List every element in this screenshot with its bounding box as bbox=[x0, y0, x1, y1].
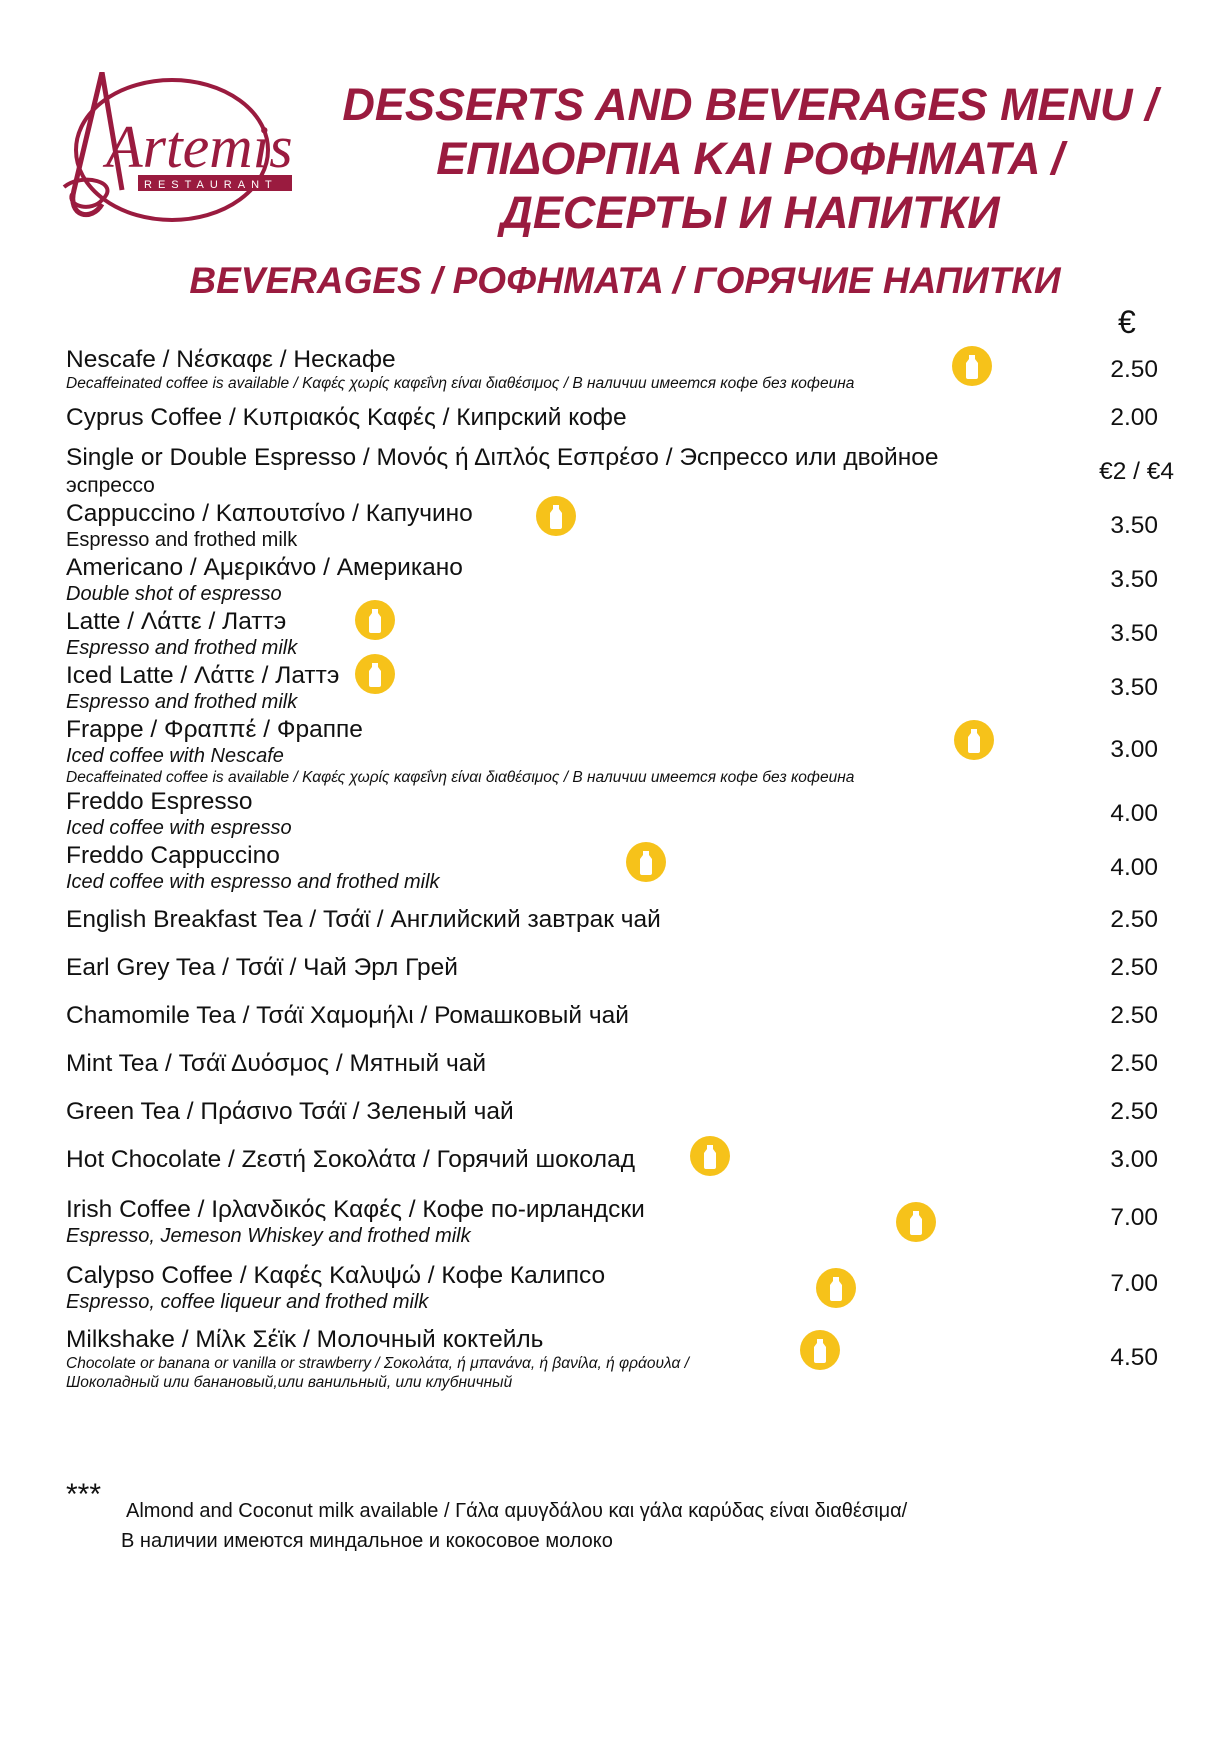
item-price: 2.00 bbox=[1110, 404, 1158, 431]
logo-emblem bbox=[62, 72, 292, 242]
item-price: 2.50 bbox=[1110, 954, 1158, 981]
milk-icon bbox=[690, 1136, 730, 1176]
menu-item-chamomile-tea bbox=[66, 1002, 629, 1030]
milk-icon bbox=[896, 1202, 936, 1242]
item-price: 2.50 bbox=[1110, 356, 1158, 383]
menu-item-cappuccino bbox=[66, 500, 473, 552]
menu-item-earl-grey-tea bbox=[66, 954, 458, 982]
item-price: 2.50 bbox=[1110, 1050, 1158, 1077]
item-description: Espresso and frothed milk bbox=[66, 529, 298, 551]
item-price: 3.00 bbox=[1110, 736, 1158, 763]
menu-item-green-tea bbox=[66, 1098, 514, 1126]
item-name: Milkshake / Μίλκ Σέϊκ / Молочный коктейль bbox=[66, 1326, 544, 1353]
item-price: 3.00 bbox=[1110, 1146, 1158, 1173]
item-description: Double shot of espresso bbox=[66, 583, 282, 605]
item-name: Single or Double Espresso / Μονός ή Διπλός Εσπρέσο / Эспрессо или двойное bbox=[66, 444, 939, 471]
item-name: Americano / Αμερικάνο / Американо bbox=[66, 554, 463, 581]
item-price: 2.50 bbox=[1110, 1098, 1158, 1125]
item-name: Freddo Espresso bbox=[66, 788, 253, 815]
item-name: Hot Chocolate / Ζεστή Σοκολάτα / Горячий шоколад bbox=[66, 1146, 636, 1173]
item-name: Irish Coffee / Ιρλανδικός Καφές / Кофе по-ирландски bbox=[66, 1196, 645, 1223]
item-name: Earl Grey Tea / Τσάϊ / Чай Эрл Грей bbox=[66, 954, 458, 981]
item-description: Espresso, Jemeson Whiskey and frothed milk bbox=[66, 1225, 471, 1247]
item-name: Latte / Λάττε / Латтэ bbox=[66, 608, 287, 635]
item-price: 7.00 bbox=[1110, 1204, 1158, 1231]
title-line-3: ДЕСЕРТЫ И НАПИТКИ bbox=[500, 187, 1000, 238]
milk-icon bbox=[952, 346, 992, 386]
item-note: Decaffeinated coffee is available / Καφές χωρίς καφεΐνη είναι διαθέσιμος / В наличии имеется кофе без кофеина bbox=[66, 375, 855, 392]
item-description: Espresso and frothed milk bbox=[66, 691, 298, 713]
item-name: Frappe / Φραππέ / Фраппе bbox=[66, 716, 363, 743]
item-description: Espresso, coffee liqueur and frothed milk bbox=[66, 1291, 429, 1313]
milk-icon bbox=[355, 654, 395, 694]
title-line-2: ΕΠΙΔΟΡΠΙΑ ΚΑΙ ΡΟΦΗΜΑΤΑ / bbox=[436, 133, 1064, 184]
item-note: Decaffeinated coffee is available / Καφές χωρίς καφεΐνη είναι διαθέσιμος / В наличии имеется кофе без кофеина bbox=[66, 769, 855, 786]
item-price: 3.50 bbox=[1110, 566, 1158, 593]
item-name-continued: эспрессо bbox=[66, 474, 155, 497]
menu-item-freddo-cappuccino bbox=[66, 842, 440, 894]
item-price: 2.50 bbox=[1110, 1002, 1158, 1029]
milk-icon bbox=[626, 842, 666, 882]
menu-item-irish-coffee bbox=[66, 1196, 645, 1248]
menu-item-hot-chocolate bbox=[66, 1146, 635, 1174]
menu-item-english-breakfast-tea bbox=[66, 906, 661, 934]
milk-icon bbox=[800, 1330, 840, 1370]
item-price: 2.50 bbox=[1110, 906, 1158, 933]
item-name: English Breakfast Tea / Τσάϊ / Английский завтрак чай bbox=[66, 906, 661, 933]
item-price: 4.50 bbox=[1110, 1344, 1158, 1371]
item-description: Iced coffee with Nescafe bbox=[66, 745, 284, 767]
item-description: Iced coffee with espresso and frothed milk bbox=[66, 871, 440, 893]
footer-line-1: Almond and Coconut milk available / Γάλα αμυγδάλου και γάλα καρύδας είναι διαθέσιμα/ bbox=[126, 1500, 908, 1522]
menu-item-espresso bbox=[66, 444, 939, 500]
milk-icon bbox=[816, 1268, 856, 1308]
logo-subtitle: RESTAURANT bbox=[144, 179, 278, 191]
item-name: Iced Latte / Λάττε / Латтэ bbox=[66, 662, 340, 689]
currency-symbol: € bbox=[1118, 304, 1136, 340]
menu-item-mint-tea bbox=[66, 1050, 486, 1078]
item-price: 7.00 bbox=[1110, 1270, 1158, 1297]
item-name: Calypso Coffee / Καφές Καλυψώ / Кофе Калипсо bbox=[66, 1262, 606, 1289]
item-name: Cappuccino / Καπουτσίνο / Капучино bbox=[66, 500, 473, 527]
section-heading: BEVERAGES / ΡΟΦΗΜΑΤΑ / ГОРЯЧИЕ НАПИТКИ bbox=[189, 260, 1061, 301]
item-price: 4.00 bbox=[1110, 854, 1158, 881]
item-name: Mint Tea / Τσάϊ Δυόσμος / Мятный чай bbox=[66, 1050, 487, 1077]
item-price: 4.00 bbox=[1110, 800, 1158, 827]
page-title bbox=[300, 78, 1200, 240]
milk-icon bbox=[954, 720, 994, 760]
item-price: 3.50 bbox=[1110, 620, 1158, 647]
menu-item-freddo-espresso bbox=[66, 788, 292, 840]
footer-stars: *** bbox=[66, 1478, 102, 1511]
menu-item-cyprus-coffee bbox=[66, 404, 627, 432]
item-name: Freddo Cappuccino bbox=[66, 842, 280, 869]
restaurant-logo bbox=[62, 72, 292, 242]
item-name: Cyprus Coffee / Κυπριακός Καφές / Кипрский кофе bbox=[66, 404, 627, 431]
item-description: Espresso and frothed milk bbox=[66, 637, 298, 659]
milk-icon bbox=[536, 496, 576, 536]
menu-item-milkshake bbox=[66, 1326, 689, 1392]
item-price: 3.50 bbox=[1110, 512, 1158, 539]
title-line-1: DESSERTS AND BEVERAGES MENU / bbox=[342, 79, 1158, 130]
milk-icon bbox=[355, 600, 395, 640]
item-name: Chamomile Tea / Τσάϊ Χαμομήλι / Ромашковый чай bbox=[66, 1002, 629, 1029]
menu-item-calypso-coffee bbox=[66, 1262, 605, 1314]
logo-name: Artemis bbox=[106, 114, 292, 180]
item-price: 3.50 bbox=[1110, 674, 1158, 701]
item-description: Iced coffee with espresso bbox=[66, 817, 292, 839]
menu-item-latte bbox=[66, 608, 297, 660]
item-note: Chocolate or banana or vanilla or strawberry / Σοκολάτα, ή μπανάνα, ή βανίλα, ή φράουλα / bbox=[66, 1355, 689, 1372]
menu-item-iced-latte bbox=[66, 662, 339, 714]
menu-item-frappe bbox=[66, 716, 854, 787]
menu-item-nescafe bbox=[66, 346, 854, 393]
footer-line-2: В наличии имеются миндальное и кокосовое молоко bbox=[121, 1530, 613, 1552]
item-name: Nescafe / Νέσκαφε / Нескафе bbox=[66, 346, 396, 373]
menu-item-americano bbox=[66, 554, 463, 606]
item-name: Green Tea / Πράσινο Τσάϊ / Зеленый чай bbox=[66, 1098, 514, 1125]
item-note-continued: Шоколадный или банановый,или ванильный, или клубничный bbox=[66, 1374, 513, 1391]
item-price: €2 / €4 bbox=[1099, 458, 1174, 485]
